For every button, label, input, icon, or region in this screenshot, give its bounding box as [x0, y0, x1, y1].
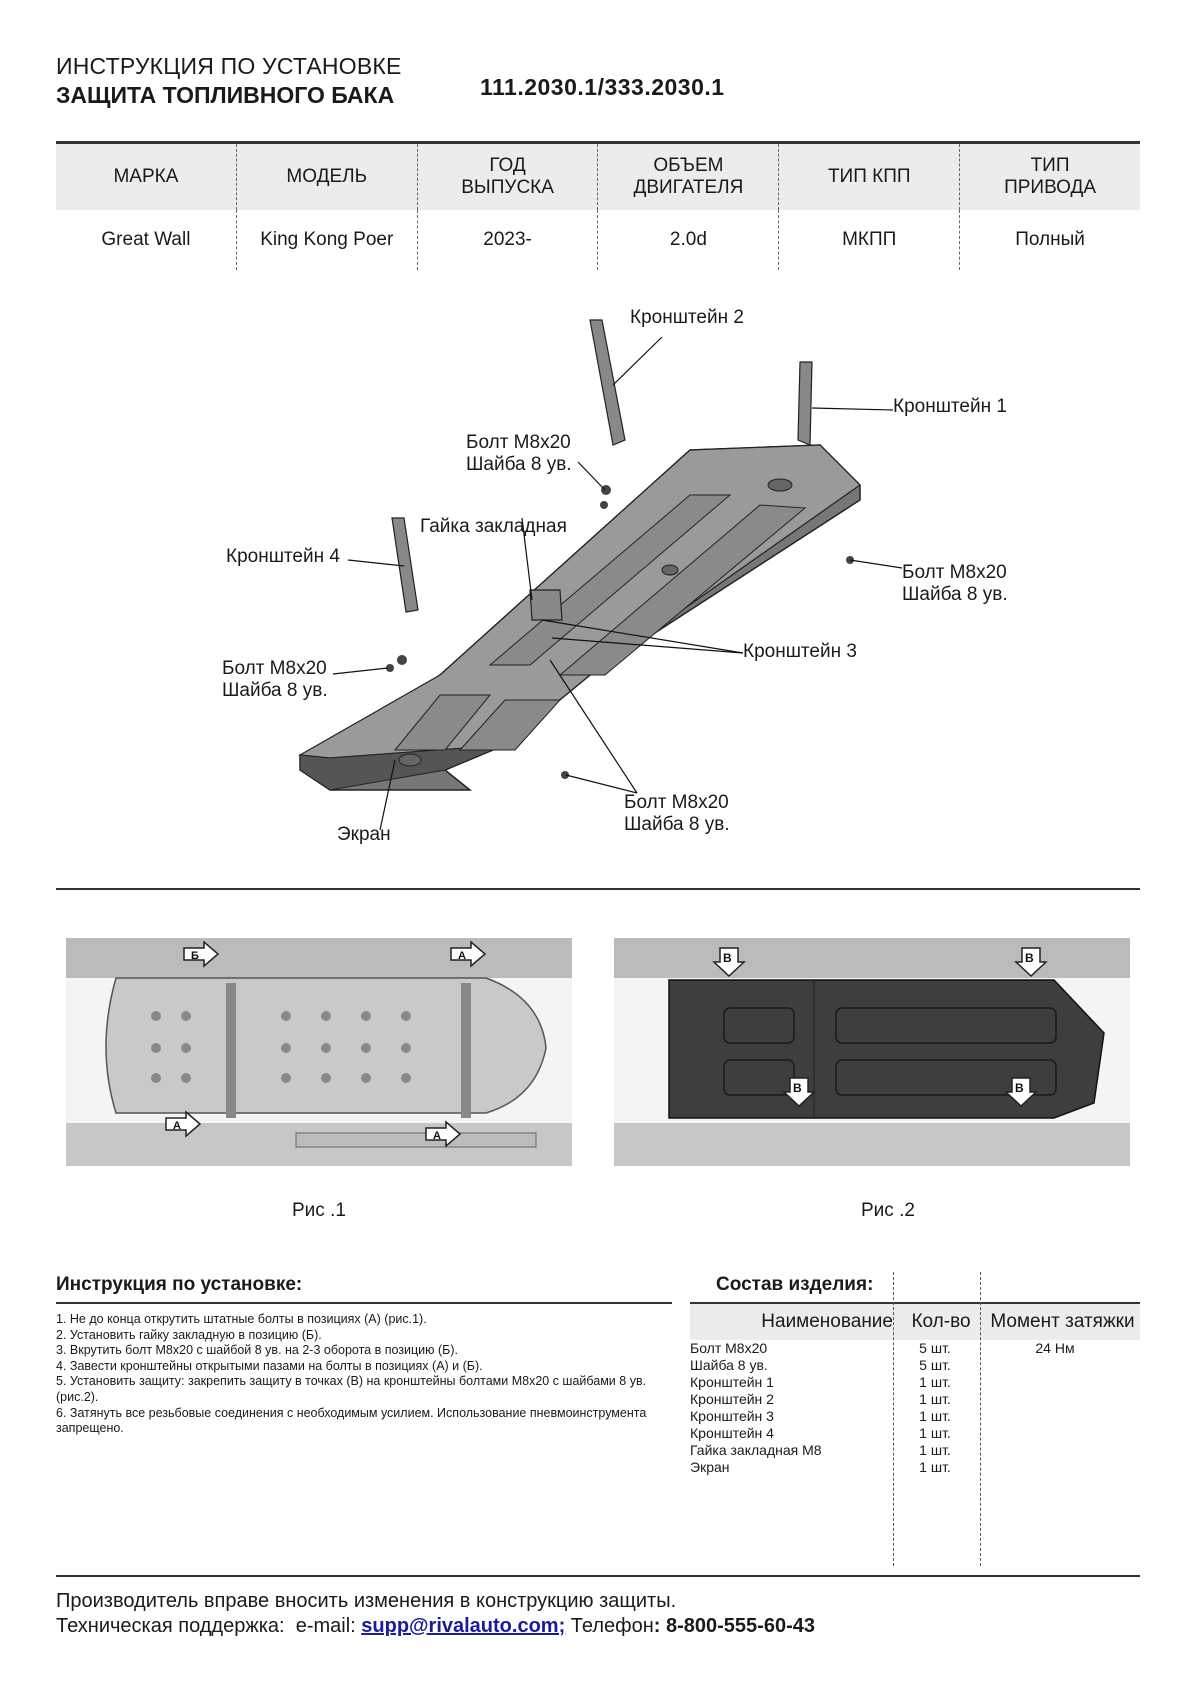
bracket-2-shape [590, 320, 625, 445]
vehicle-spec-table [56, 141, 1140, 270]
item-name: Шайба 8 ув. [690, 1357, 768, 1373]
fig1-marker-a1: А [458, 950, 466, 962]
item-qty: 1 шт. [919, 1391, 951, 1407]
spec-header-brand: МАРКА [56, 144, 237, 210]
footer-support [56, 1615, 815, 1638]
doc-title: ИНСТРУКЦИЯ ПО УСТАНОВКЕ [56, 53, 402, 79]
support-email-link[interactable]: supp@rivalauto.com; [361, 1615, 566, 1637]
exploded-diagram [0, 290, 1190, 860]
item-name: Кронштейн 1 [690, 1374, 774, 1390]
item-name: Болт М8х20 [690, 1340, 768, 1356]
fig2-marker-v1: В [723, 951, 732, 965]
composition-names [690, 1340, 870, 1476]
skid-plate-drawing [0, 290, 1190, 860]
figure-2-caption: Рис .2 [861, 1200, 915, 1221]
label-bolt-right: Болт М8х20 Шайба 8 ув. [902, 562, 1008, 605]
spec-year: 2023- [418, 210, 599, 270]
spec-header-year: ГОД ВЫПУСКА [418, 144, 599, 210]
composition-qty [895, 1340, 975, 1476]
fig1-marker-a3: А [433, 1130, 441, 1142]
fig1-marker-b: Б [191, 950, 199, 962]
bracket-1-shape [798, 362, 812, 445]
composition-divider-1 [893, 1272, 894, 1566]
instruction-step-1: 1. Не до конца открутить штатные болты в позициях (А) (рис.1). [56, 1312, 427, 1326]
spec-model: King Kong Poer [237, 210, 418, 270]
item-qty: 1 шт. [919, 1374, 951, 1390]
composition-title: Состав изделия: [716, 1274, 874, 1295]
composition-divider-2 [980, 1272, 981, 1566]
item-qty: 1 шт. [919, 1425, 951, 1441]
part-number: 111.2030.1/333.2030.1 [480, 74, 725, 100]
label-bracket-3: Кронштейн 3 [743, 641, 857, 662]
figure-2-photo [614, 938, 1130, 1166]
spec-header-gearbox: ТИП КПП [779, 144, 960, 210]
item-qty: 1 шт. [919, 1459, 951, 1475]
label-screen: Экран [337, 824, 391, 845]
label-embedded-nut: Гайка закладная [420, 516, 567, 537]
spec-brand: Great Wall [56, 210, 237, 270]
item-qty: 1 шт. [919, 1408, 951, 1424]
item-qty: 5 шт. [919, 1340, 951, 1356]
instructions-title: Инструкция по установке: [56, 1274, 303, 1295]
spec-header-drive: ТИП ПРИВОДА [1004, 155, 1097, 198]
fig1-marker-a2: А [173, 1120, 181, 1132]
doc-subtitle: ЗАЩИТА ТОПЛИВНОГО БАКА [56, 82, 395, 108]
composition-torque [985, 1340, 1125, 1357]
spec-drive: Полный [1015, 229, 1085, 250]
item-name: Кронштейн 4 [690, 1425, 774, 1441]
label-bracket-2: Кронштейн 2 [630, 307, 744, 328]
instruction-step-6: 6. Затянуть все резьбовые соединения с необходимым усилием. Использование пневмоинструмента запрещено. [56, 1405, 647, 1436]
support-phone: : 8-800-555-60-43 [653, 1615, 815, 1637]
spec-engine: 2.0d [598, 210, 779, 270]
item-qty: 1 шт. [919, 1442, 951, 1458]
phone-label: Телефон [565, 1615, 654, 1637]
spec-gearbox: МКПП [779, 210, 960, 270]
spec-value-row [56, 210, 1140, 270]
item-name: Гайка закладная М8 [690, 1442, 822, 1458]
spec-header-engine: ОБЪЕМ ДВИГАТЕЛЯ [598, 144, 779, 210]
fig2-marker-v4: В [1015, 1081, 1024, 1095]
item-qty: 5 шт. [919, 1357, 951, 1373]
label-bracket-4: Кронштейн 4 [226, 546, 340, 567]
instruction-step-3: 3. Вкрутить болт М8х20 с шайбой 8 ув. на 2-3 оборота в позицию (Б). [56, 1343, 458, 1358]
composition-header [690, 1304, 1140, 1340]
divider-footer [56, 1575, 1140, 1577]
instructions-rule [56, 1302, 672, 1304]
col-qty-header: Кол-во [911, 1311, 971, 1332]
label-bolt-top: Болт М8х20 Шайба 8 ув. [466, 432, 572, 475]
col-name-header: Наименование [761, 1311, 893, 1332]
spec-header-row [56, 144, 1140, 210]
instruction-step-5: 5. Установить защиту: закрепить защиту в точках (В) на кронштейны болтами М8х20 с шайбами 8 ув. (рис.2). [56, 1374, 647, 1404]
label-bolt-bottom: Болт М8х20 Шайба 8 ув. [624, 792, 730, 835]
figure-1-caption: Рис .1 [292, 1200, 346, 1221]
instructions-list [56, 1312, 666, 1437]
instruction-step-2: 2. Установить гайку закладную в позицию (Б). [56, 1327, 322, 1342]
instruction-step-4: 4. Завести кронштейны открытыми пазами на болты в позициях (А) и (Б). [56, 1358, 483, 1373]
bracket-3-shape [530, 590, 562, 620]
item-torque: 24 Нм [1035, 1340, 1075, 1356]
spec-header-model: МОДЕЛЬ [237, 144, 418, 210]
item-name: Кронштейн 2 [690, 1391, 774, 1407]
label-bracket-1: Кронштейн 1 [893, 396, 1007, 417]
item-name: Экран [690, 1459, 730, 1475]
fig2-marker-v2: В [1025, 951, 1034, 965]
figure-1-photo [66, 938, 572, 1166]
divider-top [56, 888, 1140, 890]
fig2-marker-v3: В [793, 1081, 802, 1095]
label-bolt-left: Болт М8х20 Шайба 8 ув. [222, 658, 328, 701]
col-torque-header: Момент затяжки [990, 1311, 1135, 1332]
item-name: Кронштейн 3 [690, 1408, 774, 1424]
footer-disclaimer: Производитель вправе вносить изменения в конструкцию защиты. [56, 1590, 677, 1612]
support-label: Техническая поддержка: e-mail: [56, 1615, 362, 1637]
